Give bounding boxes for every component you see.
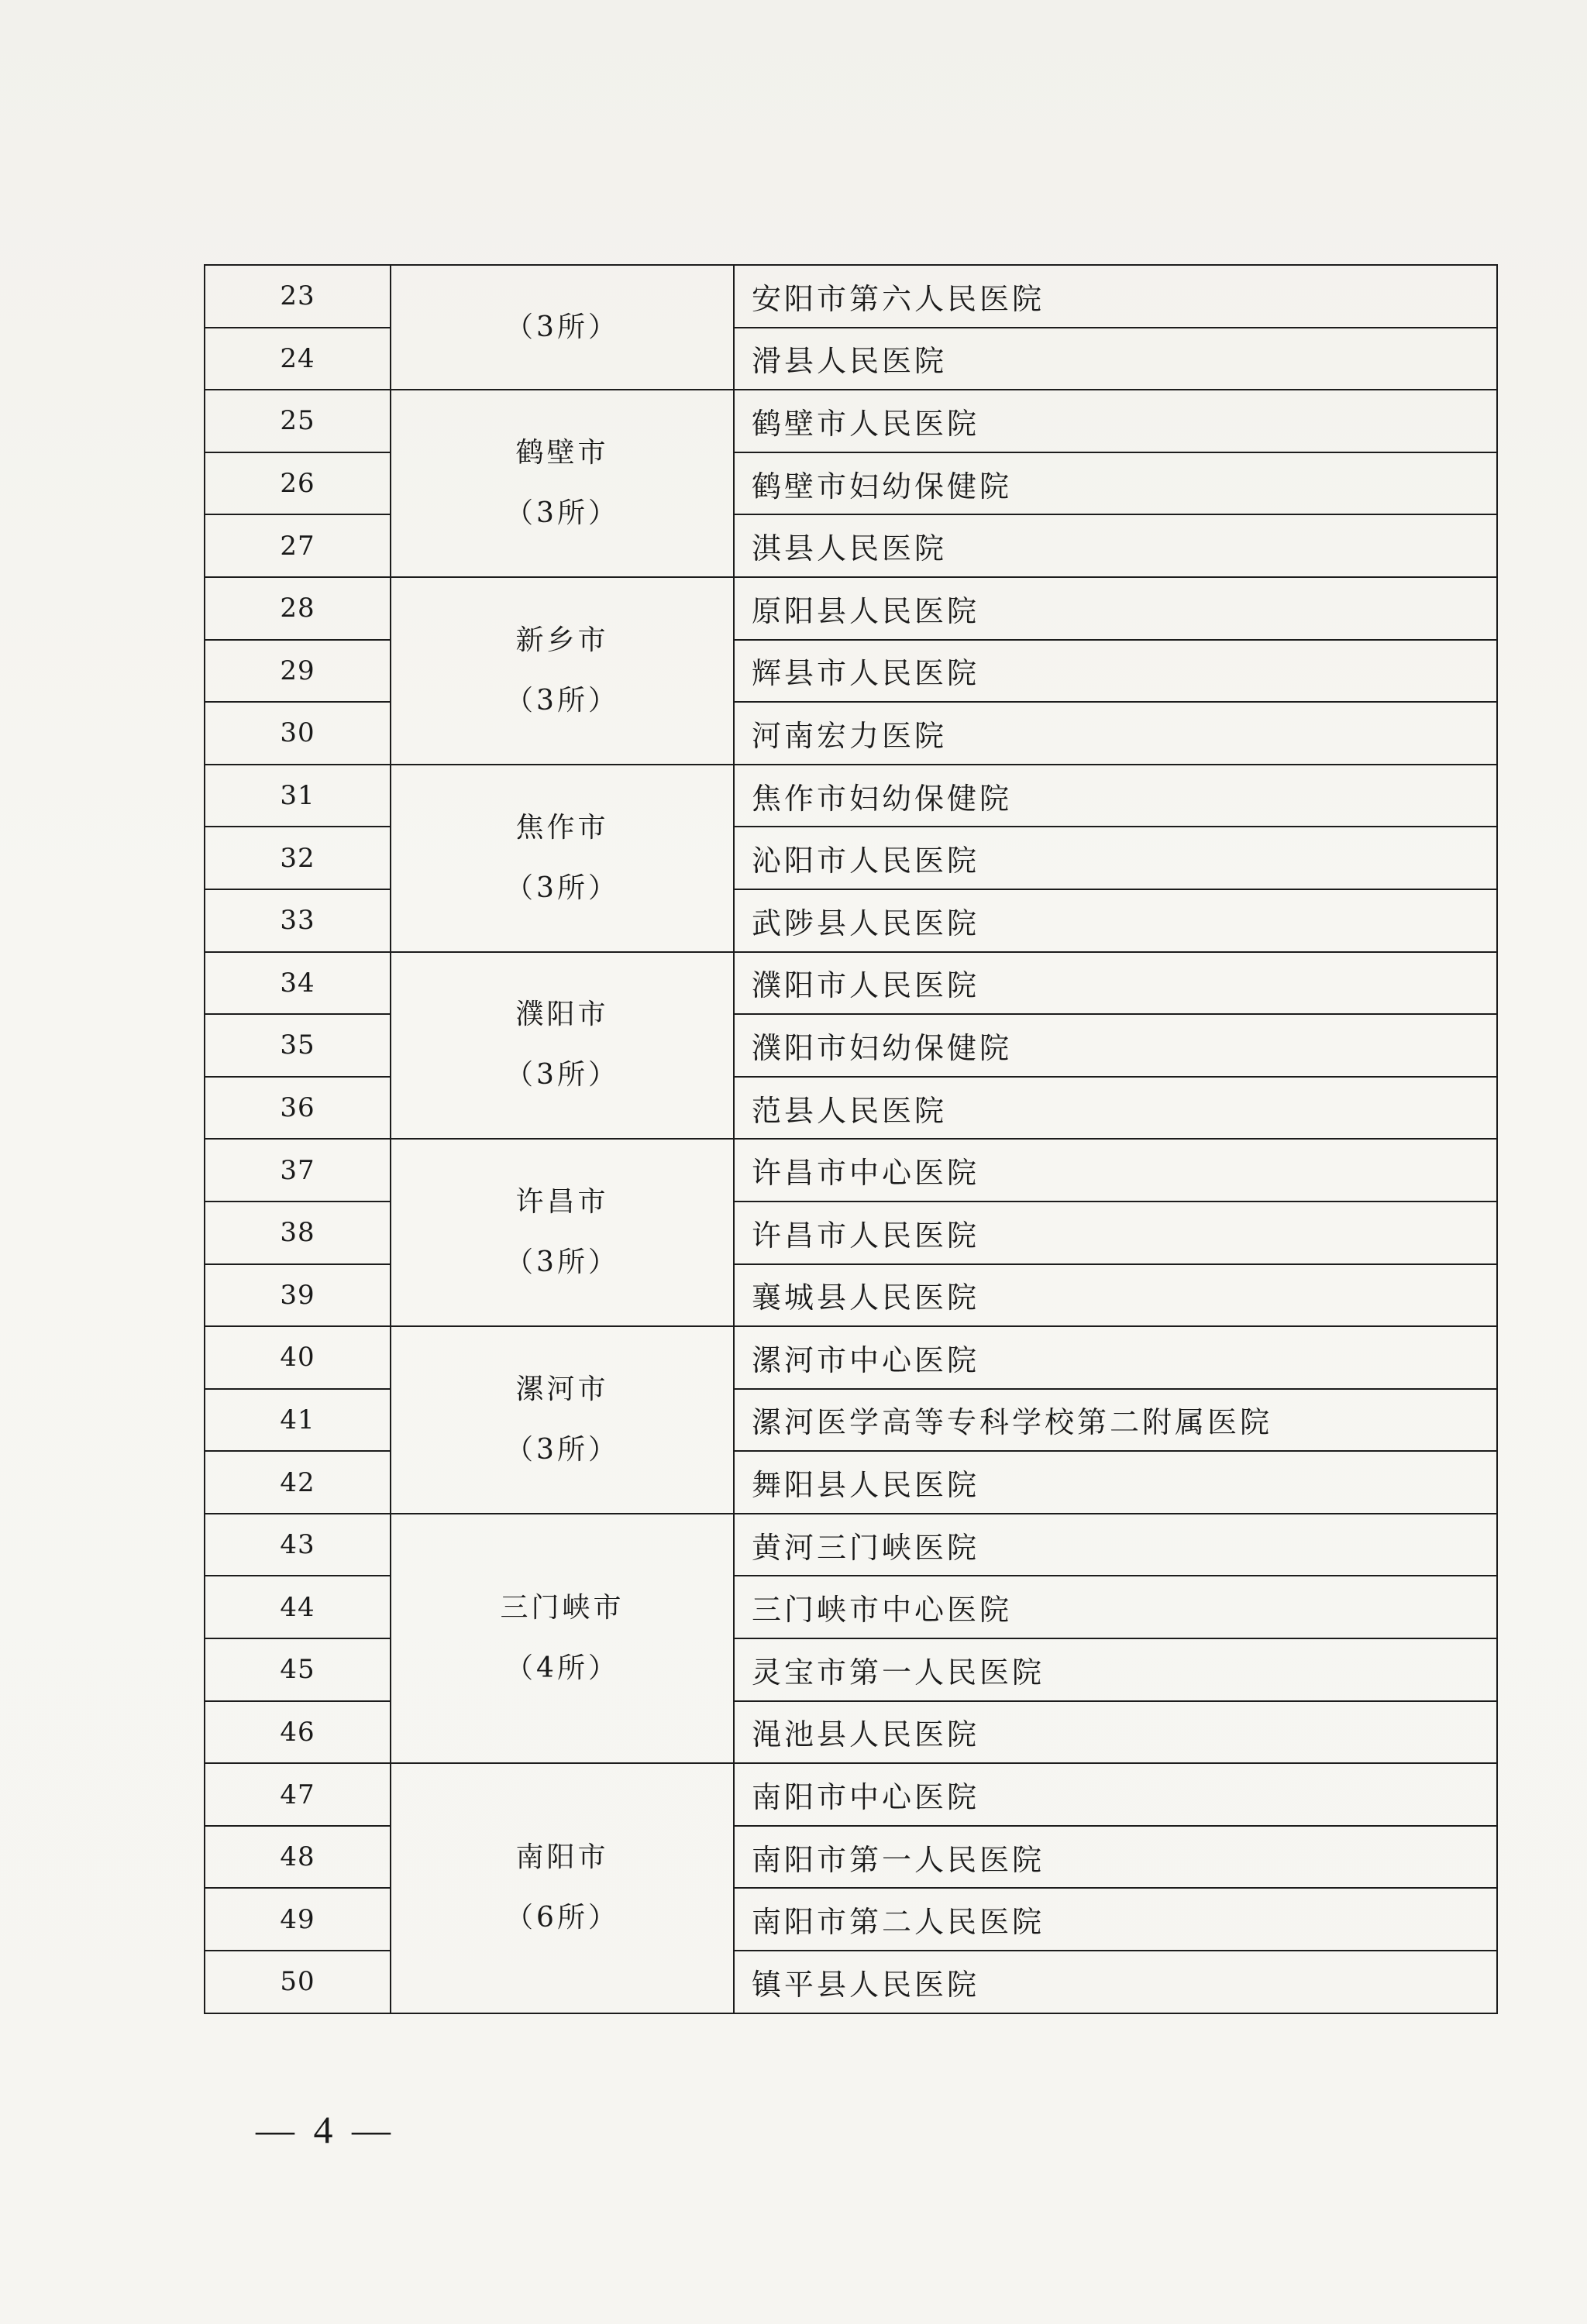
row-number: 41 [205, 1389, 391, 1452]
hospital-name: 淇县人民医院 [734, 514, 1497, 577]
city-name: 许昌市 [515, 1186, 609, 1219]
row-number: 43 [205, 1514, 391, 1576]
city-group-cell [391, 390, 734, 577]
hospital-name: 灵宝市第一人民医院 [734, 1638, 1497, 1701]
city-count: （3所） [505, 684, 619, 717]
row-number: 33 [205, 889, 391, 952]
city-count: （3所） [505, 1059, 619, 1092]
row-number: 50 [205, 1951, 391, 2013]
row-number: 36 [205, 1077, 391, 1140]
hospital-name: 南阳市第二人民医院 [734, 1888, 1497, 1951]
hospital-name: 河南宏力医院 [734, 702, 1497, 765]
city-name: 漯河市 [515, 1373, 609, 1405]
table-row [205, 765, 1497, 827]
city-name: 鹤壁市 [515, 437, 609, 469]
hospital-name: 三门峡市中心医院 [734, 1576, 1497, 1638]
row-number: 26 [205, 452, 391, 515]
city-group-cell [391, 1139, 734, 1326]
table-row [205, 390, 1497, 452]
table-row [205, 1514, 1497, 1576]
hospital-name: 范县人民医院 [734, 1077, 1497, 1140]
row-number: 27 [205, 514, 391, 577]
city-count: （4所） [505, 1652, 619, 1685]
row-number: 42 [205, 1451, 391, 1514]
city-name: 新乡市 [515, 624, 609, 656]
hospital-name: 鹤壁市人民医院 [734, 390, 1497, 452]
row-number: 38 [205, 1202, 391, 1264]
hospital-name: 鹤壁市妇幼保健院 [734, 452, 1497, 515]
city-group-cell [391, 265, 734, 390]
row-number: 24 [205, 328, 391, 390]
hospital-name: 漯河市中心医院 [734, 1326, 1497, 1389]
hospital-name: 濮阳市妇幼保健院 [734, 1014, 1497, 1077]
row-number: 44 [205, 1576, 391, 1638]
table-row [205, 577, 1497, 640]
row-number: 32 [205, 827, 391, 889]
city-group-cell [391, 577, 734, 765]
hospital-name: 沁阳市人民医院 [734, 827, 1497, 889]
city-count: （3所） [505, 1246, 619, 1279]
city-group-cell [391, 1763, 734, 2013]
hospital-name: 焦作市妇幼保健院 [734, 765, 1497, 827]
row-number: 34 [205, 952, 391, 1015]
hospital-name: 渑池县人民医院 [734, 1701, 1497, 1764]
row-number: 23 [205, 265, 391, 328]
hospital-name: 许昌市人民医院 [734, 1202, 1497, 1264]
hospital-name: 襄城县人民医院 [734, 1264, 1497, 1327]
row-number: 37 [205, 1139, 391, 1202]
row-number: 31 [205, 765, 391, 827]
city-name: 濮阳市 [515, 999, 609, 1031]
row-number: 25 [205, 390, 391, 452]
page-number: — 4 — [256, 2108, 395, 2151]
hospital-name: 安阳市第六人民医院 [734, 265, 1497, 328]
row-number: 35 [205, 1014, 391, 1077]
hospital-name: 舞阳县人民医院 [734, 1451, 1497, 1514]
table-row [205, 1139, 1497, 1202]
city-count: （3所） [505, 497, 619, 530]
hospital-name: 黄河三门峡医院 [734, 1514, 1497, 1576]
row-number: 30 [205, 702, 391, 765]
row-number: 40 [205, 1326, 391, 1389]
city-name: 焦作市 [515, 811, 609, 844]
table-row [205, 1763, 1497, 1826]
table-row [205, 1326, 1497, 1389]
hospital-name: 原阳县人民医院 [734, 577, 1497, 640]
row-number: 46 [205, 1701, 391, 1764]
hospital-name: 南阳市中心医院 [734, 1763, 1497, 1826]
city-count: （3所） [505, 1433, 619, 1466]
hospital-table [204, 264, 1498, 2014]
row-number: 39 [205, 1264, 391, 1327]
row-number: 47 [205, 1763, 391, 1826]
hospital-name: 滑县人民医院 [734, 328, 1497, 390]
city-name: 南阳市 [515, 1841, 609, 1874]
hospital-name: 濮阳市人民医院 [734, 952, 1497, 1015]
city-group-cell [391, 1326, 734, 1514]
row-number: 49 [205, 1888, 391, 1951]
city-count: （6所） [505, 1902, 619, 1934]
city-count: （3所） [505, 871, 619, 904]
city-group-cell [391, 765, 734, 952]
row-number: 45 [205, 1638, 391, 1701]
row-number: 28 [205, 577, 391, 640]
hospital-name: 许昌市中心医院 [734, 1139, 1497, 1202]
hospital-name: 镇平县人民医院 [734, 1951, 1497, 2013]
city-name: 三门峡市 [500, 1592, 625, 1624]
table-row [205, 952, 1497, 1015]
hospital-name: 漯河医学高等专科学校第二附属医院 [734, 1389, 1497, 1452]
hospital-name: 辉县市人民医院 [734, 640, 1497, 703]
city-group-cell [391, 952, 734, 1140]
hospital-name: 武陟县人民医院 [734, 889, 1497, 952]
city-group-cell [391, 1514, 734, 1763]
row-number: 29 [205, 640, 391, 703]
row-number: 48 [205, 1826, 391, 1889]
table-row [205, 265, 1497, 328]
hospital-name: 南阳市第一人民医院 [734, 1826, 1497, 1889]
city-count: （3所） [505, 311, 619, 343]
